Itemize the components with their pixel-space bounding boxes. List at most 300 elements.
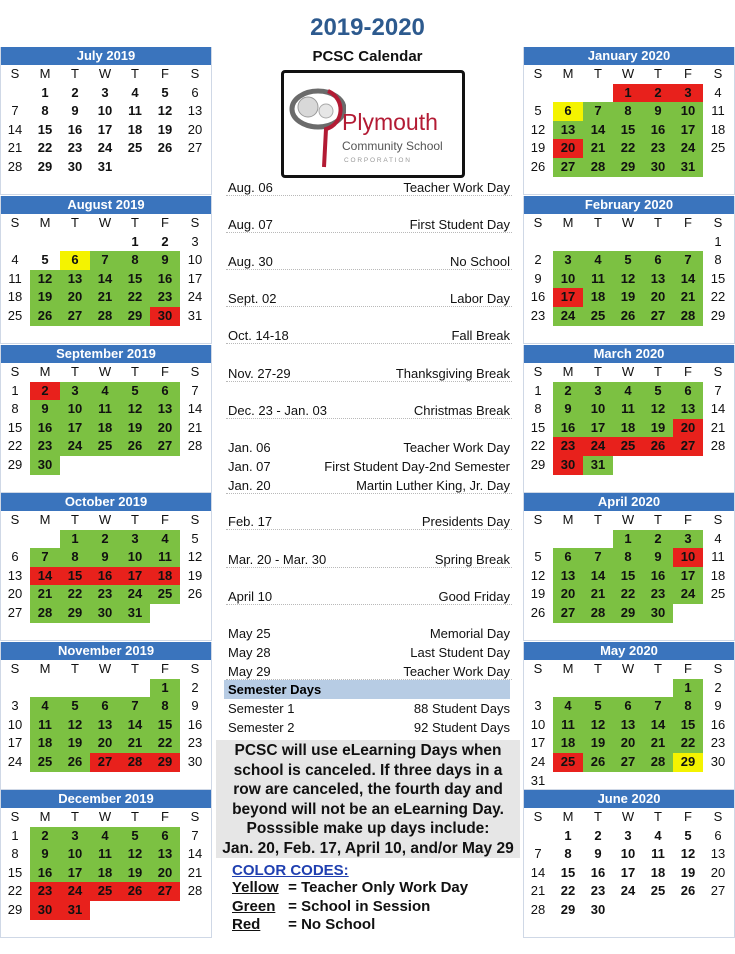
event-row — [226, 643, 512, 661]
day-cell: 28 — [90, 307, 120, 326]
day-cell: 28 — [187, 883, 203, 899]
weekday-label: S — [713, 661, 723, 676]
day-cell: 15 — [673, 716, 703, 735]
day-cell: 30 — [67, 158, 83, 174]
day-cell: 12 — [583, 716, 613, 735]
weekday-label: T — [71, 809, 79, 824]
day-cell: 21 — [30, 585, 60, 604]
day-cell: 18 — [7, 289, 23, 305]
event-date: Jan. 20 — [228, 478, 271, 493]
day-cell: 27 — [710, 883, 726, 899]
day-cell: 22 — [613, 585, 643, 604]
event-name: No School — [450, 254, 510, 269]
event-name: Presidents Day — [421, 514, 510, 529]
day-cell: 9 — [643, 102, 673, 121]
day-cell: 17 — [97, 121, 113, 137]
day-cell: 10 — [187, 252, 203, 268]
day-cell: 6 — [613, 697, 643, 716]
day-cell: 22 — [7, 883, 23, 899]
day-cell: 30 — [553, 456, 583, 475]
day-cell: 19 — [613, 288, 643, 307]
weekday-label: M — [39, 364, 51, 379]
day-cell: 20 — [553, 585, 583, 604]
event-name: Martin Luther King, Jr. Day — [356, 478, 510, 493]
weekday-label: T — [594, 512, 602, 527]
day-cell: 24 — [60, 882, 90, 901]
weekday-label: S — [533, 809, 543, 824]
semester-row — [226, 699, 512, 717]
day-cell: 11 — [90, 845, 120, 864]
weekday-label: T — [71, 215, 79, 230]
day-cell: 3 — [11, 698, 19, 714]
day-cell: 8 — [150, 697, 180, 716]
month-header: August 2019 — [0, 196, 212, 214]
event-date: Oct. 14-18 — [228, 328, 289, 343]
day-cell: 4 — [90, 382, 120, 401]
day-cell: 11 — [711, 103, 725, 119]
legend-red — [232, 916, 468, 935]
day-cell: 8 — [60, 548, 90, 567]
day-cell: 8 — [11, 846, 19, 862]
day-cell: 21 — [7, 140, 23, 156]
month-header: October 2019 — [0, 493, 212, 511]
day-cell: 15 — [530, 419, 546, 435]
day-cell: 11 — [8, 270, 22, 286]
weekday-label: F — [684, 661, 692, 676]
day-cell: 27 — [673, 437, 703, 456]
day-cell: 23 — [643, 139, 673, 158]
weekday-label: W — [98, 215, 112, 230]
day-cell: 15 — [60, 567, 90, 586]
day-cell: 12 — [120, 400, 150, 419]
day-cell: 18 — [30, 734, 60, 753]
day-cell: 7 — [583, 102, 613, 121]
weekday-label: W — [621, 661, 635, 676]
month-header: June 2020 — [523, 790, 735, 808]
notice-line: Posssible make up days include: — [246, 820, 490, 837]
day-cell: 2 — [30, 827, 60, 846]
day-cell: 6 — [643, 251, 673, 270]
event-row — [226, 252, 512, 270]
weekday-label: T — [131, 512, 139, 527]
day-cell: 17 — [60, 864, 90, 883]
weekday-label: W — [98, 661, 112, 676]
day-cell: 16 — [187, 716, 203, 732]
day-cell: 26 — [120, 437, 150, 456]
day-cell: 11 — [30, 716, 60, 735]
weekday-label: T — [654, 364, 662, 379]
day-cell: 17 — [530, 735, 546, 751]
day-cell: 13 — [643, 270, 673, 289]
logo-subname: Community School — [342, 139, 443, 153]
day-cell: 26 — [643, 437, 673, 456]
event-name: Labor Day — [450, 291, 510, 306]
day-cell: 30 — [90, 604, 120, 623]
day-cell: 9 — [643, 548, 673, 567]
legend-desc: = School in Session — [288, 897, 431, 915]
day-cell: 26 — [613, 307, 643, 326]
day-cell: 16 — [67, 121, 83, 137]
day-cell: 12 — [187, 549, 203, 565]
day-cell: 5 — [161, 84, 169, 100]
day-cell: 23 — [30, 882, 60, 901]
day-cell: 23 — [187, 735, 203, 751]
month-header: January 2020 — [523, 47, 735, 65]
weekday-label: S — [190, 512, 200, 527]
month-frame — [523, 790, 735, 938]
day-cell: 4 — [553, 697, 583, 716]
day-cell: 25 — [150, 585, 180, 604]
day-cell: 14 — [187, 401, 203, 417]
event-row — [226, 476, 512, 494]
day-cell: 6 — [150, 827, 180, 846]
day-cell: 6 — [553, 102, 583, 121]
day-cell: 3 — [191, 233, 199, 249]
day-cell: 28 — [187, 438, 203, 454]
day-cell: 14 — [583, 121, 613, 140]
event-name: First Student Day-2nd Semester — [324, 459, 510, 474]
legend-green — [232, 898, 468, 917]
event-row — [226, 457, 512, 475]
day-cell: 1 — [150, 679, 180, 698]
day-cell: 17 — [120, 567, 150, 586]
notice-line: row are canceled, the fourth day and — [233, 781, 503, 798]
day-cell: 28 — [583, 158, 613, 177]
day-cell: 27 — [7, 604, 23, 620]
day-cell: 7 — [11, 103, 19, 119]
day-cell: 30 — [710, 753, 726, 769]
day-cell: 25 — [30, 753, 60, 772]
color-codes-legend — [232, 862, 468, 935]
weekday-label: T — [131, 215, 139, 230]
day-cell: 26 — [583, 753, 613, 772]
page-title: 2019-2020 — [310, 14, 425, 41]
day-cell: 26 — [60, 753, 90, 772]
day-cell: 17 — [583, 419, 613, 438]
weekday-label: S — [190, 809, 200, 824]
day-cell: 10 — [7, 716, 23, 732]
day-cell: 17 — [673, 567, 703, 586]
day-cell: 16 — [90, 567, 120, 586]
day-cell: 23 — [67, 140, 83, 156]
day-cell: 6 — [191, 84, 199, 100]
day-cell: 21 — [90, 288, 120, 307]
day-cell: 2 — [161, 233, 169, 249]
day-cell: 19 — [583, 734, 613, 753]
semester-heading: Semester Days — [224, 680, 510, 699]
day-cell: 26 — [30, 307, 60, 326]
day-cell: 19 — [60, 734, 90, 753]
day-cell: 9 — [714, 698, 722, 714]
day-cell: 23 — [530, 307, 546, 323]
day-cell: 4 — [583, 251, 613, 270]
day-cell: 17 — [553, 288, 583, 307]
day-cell: 14 — [120, 716, 150, 735]
day-cell: 4 — [11, 252, 19, 268]
day-cell: 9 — [534, 270, 542, 286]
weekday-label: S — [190, 364, 200, 379]
event-row — [226, 624, 512, 642]
day-cell: 13 — [150, 845, 180, 864]
day-cell: 27 — [150, 882, 180, 901]
day-cell: 6 — [150, 382, 180, 401]
day-cell: 15 — [710, 270, 726, 286]
month-frame — [0, 493, 212, 641]
day-cell: 9 — [90, 548, 120, 567]
day-cell: 20 — [187, 121, 203, 137]
day-cell: 19 — [530, 586, 546, 602]
day-cell: 18 — [90, 864, 120, 883]
day-cell: 25 — [650, 883, 666, 899]
day-cell: 24 — [583, 437, 613, 456]
day-cell: 30 — [187, 753, 203, 769]
weekday-label: S — [533, 66, 543, 81]
day-cell: 3 — [120, 530, 150, 549]
month-header: April 2020 — [523, 493, 735, 511]
day-cell: 29 — [673, 753, 703, 772]
day-cell: 16 — [643, 567, 673, 586]
weekday-label: F — [161, 809, 169, 824]
day-cell: 13 — [553, 567, 583, 586]
day-cell: 13 — [553, 121, 583, 140]
month-frame — [0, 47, 212, 195]
legend-desc: = No School — [288, 916, 376, 933]
event-row — [226, 438, 512, 456]
day-cell: 2 — [643, 84, 673, 103]
day-cell: 11 — [613, 400, 643, 419]
semester-value: 88 Student Days — [413, 701, 510, 716]
legend-key: Red — [232, 916, 261, 933]
day-cell: 9 — [191, 698, 199, 714]
day-cell: 20 — [613, 734, 643, 753]
day-cell: 30 — [643, 604, 673, 623]
notice-line: school is canceled. If three days in a — [233, 761, 503, 779]
day-cell: 23 — [710, 735, 726, 751]
day-cell: 16 — [30, 864, 60, 883]
day-cell: 23 — [553, 437, 583, 456]
weekday-label: T — [71, 364, 79, 379]
day-cell: 14 — [187, 846, 203, 862]
weekday-label: M — [562, 215, 574, 230]
day-cell: 2 — [643, 530, 673, 549]
day-cell: 8 — [534, 401, 542, 417]
day-cell: 14 — [673, 270, 703, 289]
day-cell: 25 — [710, 586, 726, 602]
event-date: Aug. 30 — [228, 254, 273, 269]
day-cell: 31 — [530, 772, 546, 788]
event-date: Nov. 27-29 — [228, 366, 291, 381]
weekday-label: M — [39, 215, 51, 230]
weekday-label: T — [654, 809, 662, 824]
day-cell: 19 — [30, 288, 60, 307]
day-cell: 24 — [187, 289, 203, 305]
weekday-label: S — [10, 809, 20, 824]
day-cell: 4 — [654, 827, 662, 843]
weekday-label: T — [594, 215, 602, 230]
weekday-label: T — [594, 661, 602, 676]
day-cell: 21 — [187, 864, 203, 880]
day-cell: 13 — [710, 846, 726, 862]
weekday-label: S — [190, 661, 200, 676]
day-cell: 20 — [643, 288, 673, 307]
day-cell: 30 — [30, 456, 60, 475]
day-cell: 10 — [673, 548, 703, 567]
day-cell: 6 — [553, 548, 583, 567]
weekday-label: F — [161, 512, 169, 527]
day-cell: 22 — [530, 438, 546, 454]
event-date: Mar. 20 - Mar. 30 — [228, 552, 327, 567]
color-codes-title: COLOR CODES: — [232, 862, 349, 879]
day-cell: 4 — [150, 530, 180, 549]
day-cell: 23 — [643, 585, 673, 604]
event-name: Fall Break — [451, 328, 510, 343]
day-cell: 31 — [120, 604, 150, 623]
day-cell: 16 — [553, 419, 583, 438]
event-date: April 10 — [228, 589, 273, 604]
day-cell: 3 — [553, 251, 583, 270]
weekday-label: F — [684, 512, 692, 527]
weekday-label: F — [161, 661, 169, 676]
day-cell: 10 — [60, 845, 90, 864]
day-cell: 9 — [553, 400, 583, 419]
semester-label: Semester 2 — [228, 720, 295, 735]
weekday-label: T — [71, 66, 79, 81]
weekday-label: S — [713, 809, 723, 824]
day-cell: 4 — [30, 697, 60, 716]
day-cell: 15 — [120, 270, 150, 289]
day-cell: 7 — [191, 827, 199, 843]
day-cell: 5 — [643, 382, 673, 401]
day-cell: 29 — [613, 604, 643, 623]
weekday-label: F — [684, 364, 692, 379]
day-cell: 26 — [157, 140, 173, 156]
day-cell: 1 — [534, 382, 542, 398]
day-cell: 17 — [187, 270, 203, 286]
weekday-label: S — [713, 364, 723, 379]
day-cell: 23 — [150, 288, 180, 307]
day-cell: 19 — [187, 567, 203, 583]
legend-key: Green — [232, 897, 276, 915]
weekday-label: T — [131, 661, 139, 676]
day-cell: 10 — [60, 400, 90, 419]
day-cell: 8 — [120, 251, 150, 270]
day-cell: 19 — [643, 419, 673, 438]
event-date: Aug. 06 — [228, 180, 273, 195]
day-cell: 15 — [37, 121, 53, 137]
event-row — [226, 401, 512, 419]
day-cell: 25 — [90, 882, 120, 901]
day-cell: 8 — [714, 252, 722, 268]
elearning-notice — [216, 740, 520, 858]
day-cell: 25 — [710, 140, 726, 156]
event-row — [226, 178, 512, 196]
day-cell: 26 — [530, 158, 546, 174]
day-cell: 18 — [710, 567, 726, 583]
day-cell: 16 — [30, 419, 60, 438]
weekday-label: T — [654, 215, 662, 230]
day-cell: 5 — [60, 697, 90, 716]
event-date: Dec. 23 - Jan. 03 — [228, 403, 327, 418]
day-cell: 7 — [714, 382, 722, 398]
day-cell: 12 — [680, 846, 696, 862]
day-cell: 6 — [714, 827, 722, 843]
day-cell: 16 — [710, 716, 726, 732]
event-name: First Student Day — [409, 217, 510, 232]
day-cell: 15 — [560, 864, 576, 880]
event-name: Teacher Work Day — [403, 440, 510, 455]
day-cell: 15 — [7, 419, 23, 435]
event-date: Aug. 07 — [228, 217, 273, 232]
day-cell: 18 — [650, 864, 666, 880]
day-cell: 4 — [90, 827, 120, 846]
day-cell: 27 — [60, 307, 90, 326]
weekday-label: M — [562, 66, 574, 81]
day-cell: 24 — [60, 437, 90, 456]
day-cell: 30 — [590, 901, 606, 917]
day-cell: 22 — [673, 734, 703, 753]
day-cell: 2 — [553, 382, 583, 401]
month-frame — [523, 196, 735, 344]
day-cell: 21 — [583, 139, 613, 158]
day-cell: 24 — [620, 883, 636, 899]
weekday-label: T — [594, 809, 602, 824]
day-cell: 23 — [590, 883, 606, 899]
day-cell: 14 — [30, 567, 60, 586]
day-cell: 22 — [120, 288, 150, 307]
day-cell: 19 — [530, 140, 546, 156]
day-cell: 8 — [564, 846, 572, 862]
day-cell: 12 — [530, 567, 546, 583]
weekday-label: M — [562, 512, 574, 527]
weekday-label: S — [713, 215, 723, 230]
day-cell: 27 — [553, 158, 583, 177]
day-cell: 17 — [7, 735, 23, 751]
weekday-label: W — [98, 364, 112, 379]
day-cell: 2 — [191, 679, 199, 695]
day-cell: 16 — [530, 289, 546, 305]
weekday-label: S — [533, 364, 543, 379]
weekday-label: W — [621, 809, 635, 824]
day-cell: 20 — [150, 864, 180, 883]
weekday-label: S — [533, 215, 543, 230]
day-cell: 24 — [530, 753, 546, 769]
month-header: December 2019 — [0, 790, 212, 808]
event-date: May 29 — [228, 664, 271, 679]
weekday-label: T — [131, 66, 139, 81]
event-name: Good Friday — [438, 589, 510, 604]
month-header: March 2020 — [523, 345, 735, 363]
day-cell: 28 — [583, 604, 613, 623]
weekday-label: S — [10, 215, 20, 230]
event-row — [226, 662, 512, 680]
day-cell: 5 — [534, 549, 542, 565]
weekday-label: M — [562, 364, 574, 379]
event-date: Feb. 17 — [228, 514, 273, 529]
day-cell: 7 — [30, 548, 60, 567]
day-cell: 20 — [553, 139, 583, 158]
weekday-label: F — [684, 809, 692, 824]
day-cell: 2 — [534, 252, 542, 268]
day-cell: 4 — [714, 84, 722, 100]
day-cell: 13 — [150, 400, 180, 419]
day-cell: 5 — [120, 827, 150, 846]
school-logo — [281, 70, 465, 178]
day-cell: 1 — [673, 679, 703, 698]
day-cell: 24 — [553, 307, 583, 326]
weekday-label: M — [39, 66, 51, 81]
day-cell: 18 — [710, 121, 726, 137]
day-cell: 14 — [583, 567, 613, 586]
